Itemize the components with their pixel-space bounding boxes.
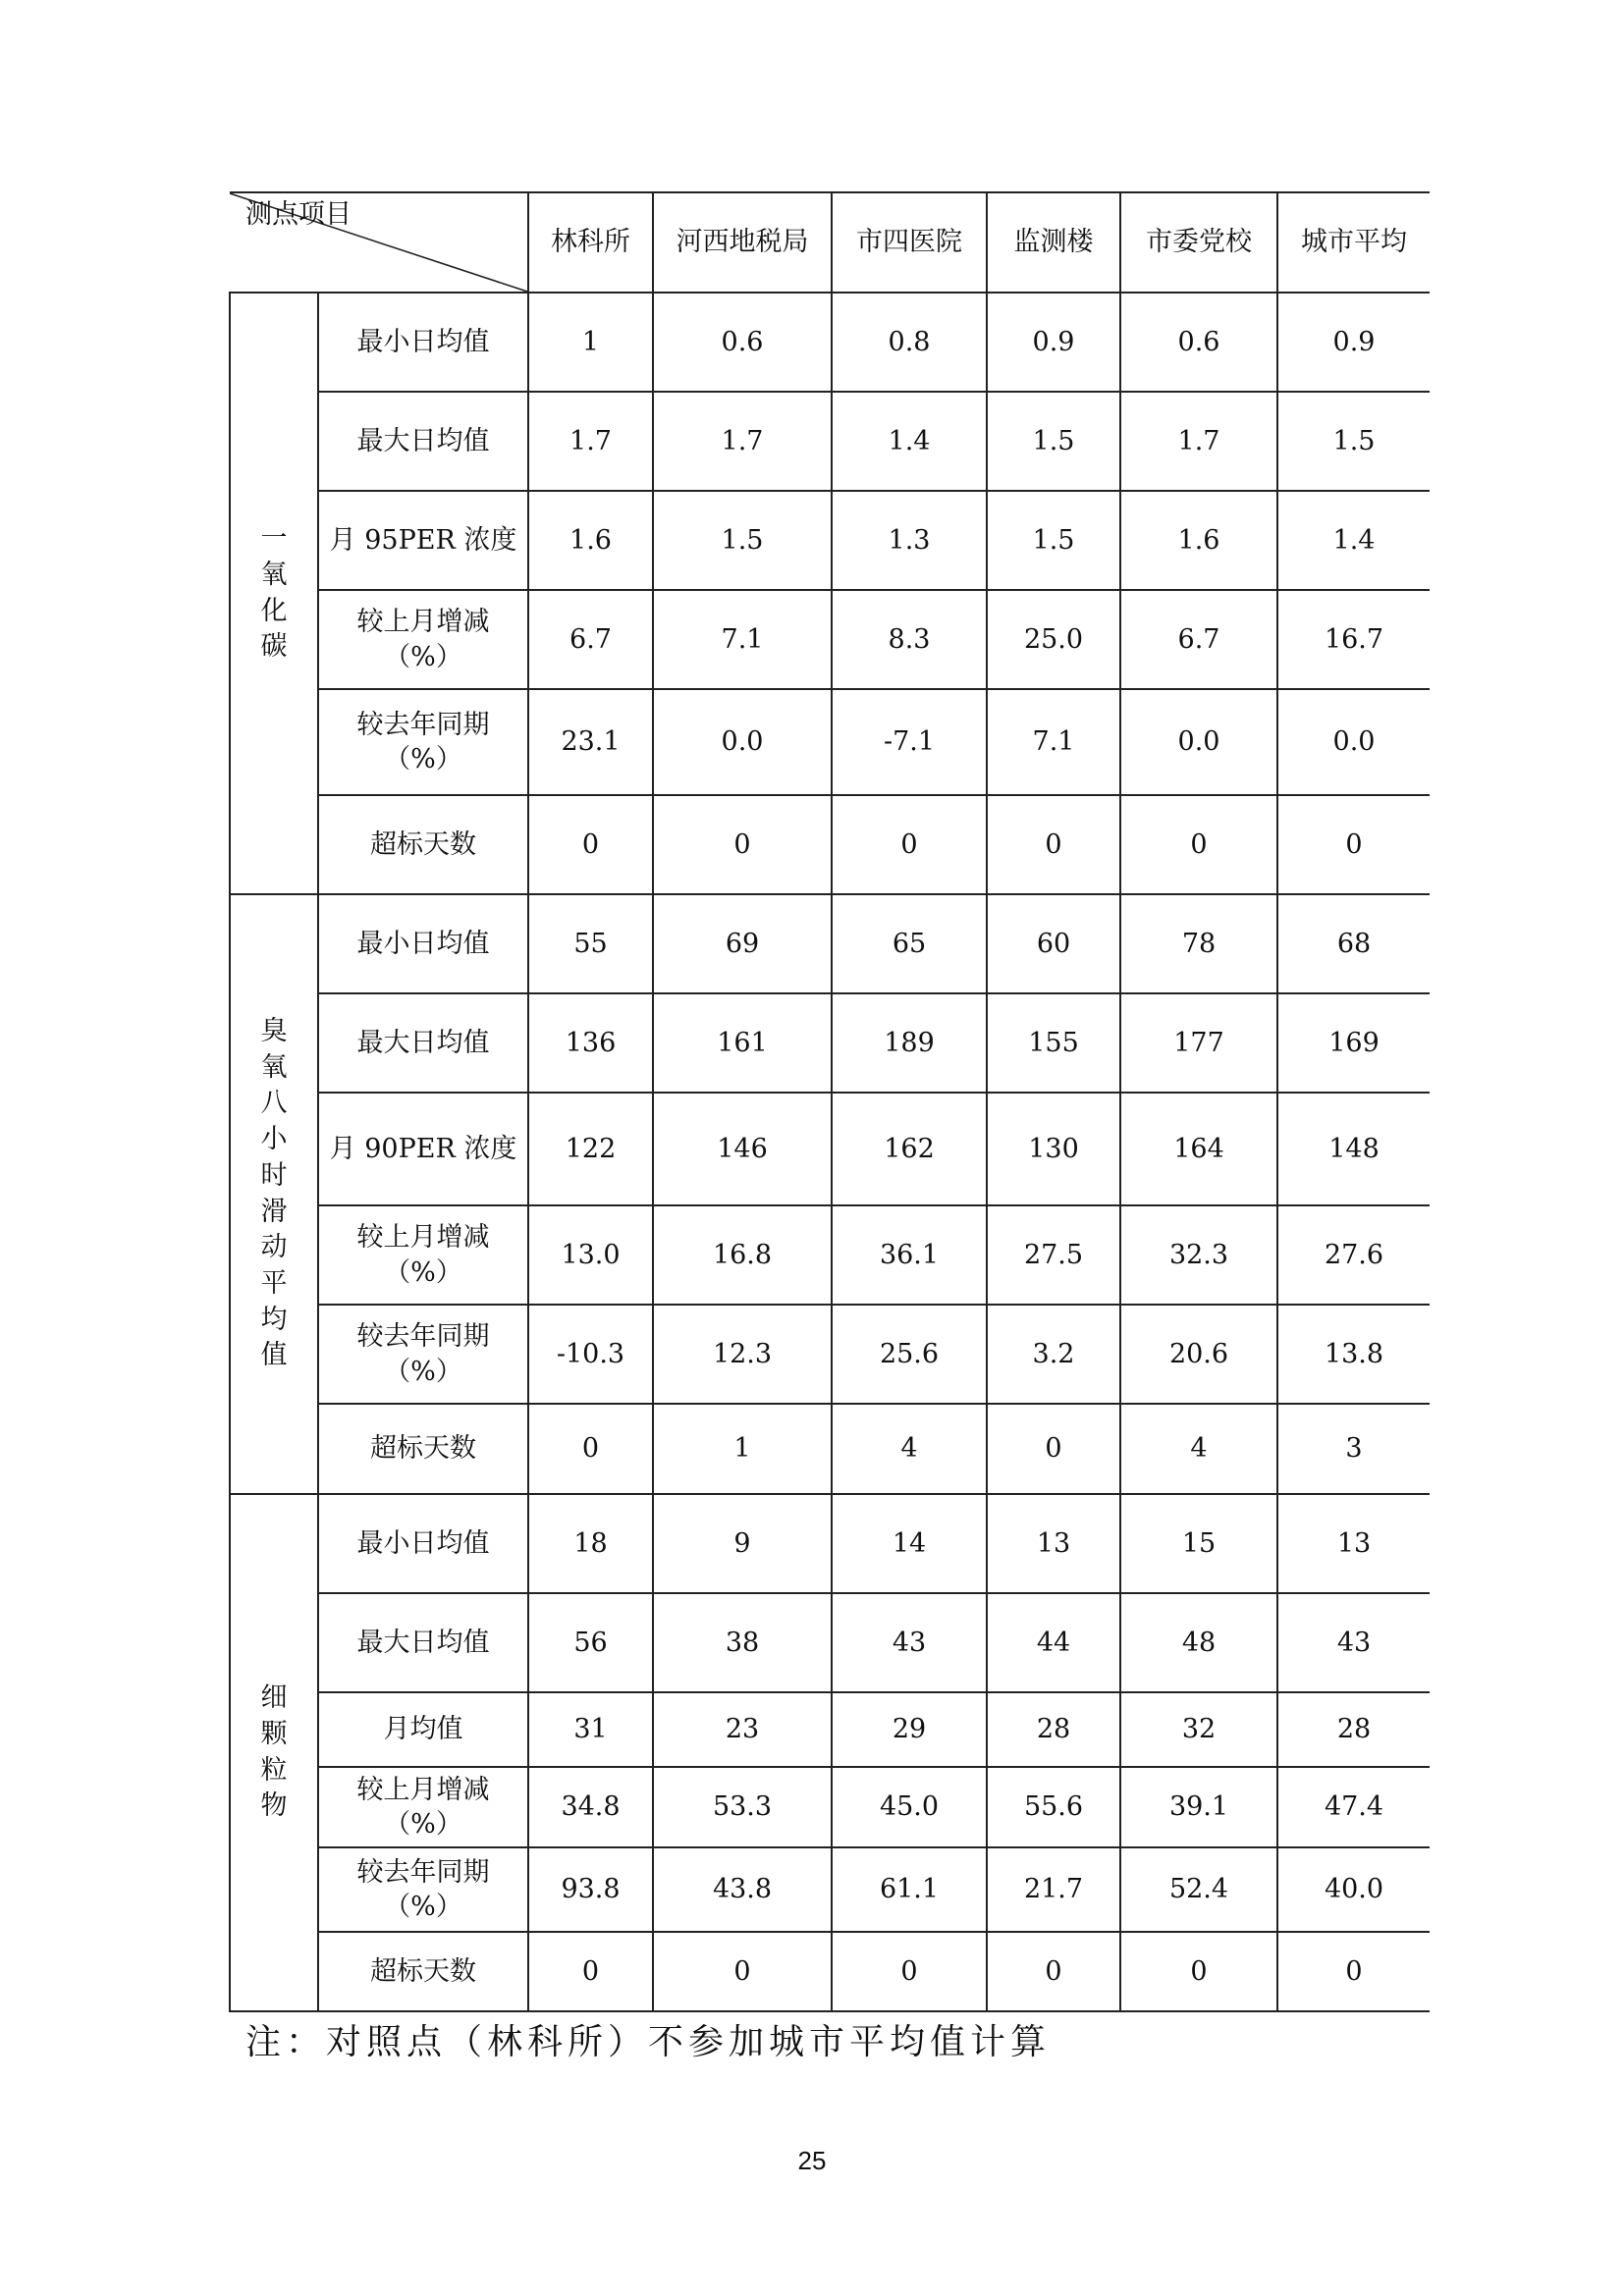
value-cell: 0.0 xyxy=(653,689,832,795)
value-cell: 1.5 xyxy=(1277,392,1430,491)
value-cell: 32.3 xyxy=(1120,1205,1277,1305)
metric-label-cell xyxy=(318,894,528,993)
group-cell xyxy=(230,293,318,894)
metric-label-cell xyxy=(318,689,528,795)
value-cell: 0.6 xyxy=(653,293,832,392)
value-cell: 32 xyxy=(1120,1692,1277,1767)
metric-label: 较上月增减 xyxy=(356,1774,490,1805)
metric-unit: （%） xyxy=(384,1256,462,1288)
value-cell: 0 xyxy=(653,1932,832,2011)
header-row xyxy=(230,192,1430,293)
value-cell: 55 xyxy=(528,894,653,993)
metric-label: 较上月增减 xyxy=(356,1222,490,1254)
value-cell: 0.9 xyxy=(1277,293,1430,392)
value-cell: 0 xyxy=(1277,795,1430,894)
table-row xyxy=(230,1404,1430,1494)
value-cell: 23.1 xyxy=(528,689,653,795)
group-label: 细颗粒物 xyxy=(260,1682,288,1822)
value-cell: 13.0 xyxy=(528,1205,653,1305)
value-cell: 162 xyxy=(832,1093,987,1205)
metric-label-cell xyxy=(318,1932,528,2011)
value-cell: 155 xyxy=(987,993,1120,1093)
value-cell: 1.5 xyxy=(987,491,1120,590)
metric-label-cell xyxy=(318,1847,528,1932)
value-cell: 3 xyxy=(1277,1404,1430,1494)
value-cell: 148 xyxy=(1277,1093,1430,1205)
value-cell: 1.7 xyxy=(528,392,653,491)
value-cell: 164 xyxy=(1120,1093,1277,1205)
column-header: 林科所 xyxy=(528,192,653,293)
table-row xyxy=(230,1093,1430,1205)
value-cell: 1.7 xyxy=(1120,392,1277,491)
metric-label: 最小日均值 xyxy=(356,928,490,959)
metric-unit: （%） xyxy=(384,1809,462,1840)
metric-label-cell xyxy=(318,1305,528,1404)
value-cell: 0 xyxy=(528,795,653,894)
value-cell: -10.3 xyxy=(528,1305,653,1404)
value-cell: 68 xyxy=(1277,894,1430,993)
value-cell: 44 xyxy=(987,1593,1120,1692)
value-cell: 13 xyxy=(987,1494,1120,1593)
table-row xyxy=(230,1767,1430,1847)
table-row xyxy=(230,293,1430,392)
value-cell: 0 xyxy=(528,1932,653,2011)
value-cell: 0 xyxy=(987,1932,1120,2011)
value-cell: 4 xyxy=(832,1404,987,1494)
value-cell: 0.0 xyxy=(1277,689,1430,795)
value-cell: 55.6 xyxy=(987,1767,1120,1847)
value-cell: 31 xyxy=(528,1692,653,1767)
group-label: 一氧化碳 xyxy=(260,523,288,663)
group-cell xyxy=(230,894,318,1494)
value-cell: 34.8 xyxy=(528,1767,653,1847)
value-cell: 1.3 xyxy=(832,491,987,590)
value-cell: 6.7 xyxy=(528,590,653,689)
value-cell: 0 xyxy=(653,795,832,894)
metric-label: 较去年同期 xyxy=(356,709,490,740)
value-cell: 27.5 xyxy=(987,1205,1120,1305)
metric-label: 超标天数 xyxy=(370,1955,476,1987)
value-cell: 27.6 xyxy=(1277,1205,1430,1305)
value-cell: 40.0 xyxy=(1277,1847,1430,1932)
data-table-container xyxy=(229,191,1429,2012)
value-cell: 60 xyxy=(987,894,1120,993)
value-cell: 13 xyxy=(1277,1494,1430,1593)
column-header: 河西地税局 xyxy=(653,192,832,293)
value-cell: 146 xyxy=(653,1093,832,1205)
column-header: 城市平均 xyxy=(1277,192,1430,293)
table-row xyxy=(230,491,1430,590)
value-cell: 28 xyxy=(987,1692,1120,1767)
metric-unit: （%） xyxy=(384,1892,462,1922)
table-row xyxy=(230,590,1430,689)
value-cell: -7.1 xyxy=(832,689,987,795)
value-cell: 0 xyxy=(832,1932,987,2011)
value-cell: 0 xyxy=(987,795,1120,894)
value-cell: 25.6 xyxy=(832,1305,987,1404)
value-cell: 23 xyxy=(653,1692,832,1767)
metric-label-cell xyxy=(318,1767,528,1847)
table-row xyxy=(230,795,1430,894)
page-number: 25 xyxy=(797,2146,827,2175)
metric-label: 月 90PER 浓度 xyxy=(329,1133,517,1164)
value-cell: 12.3 xyxy=(653,1305,832,1404)
value-cell: 169 xyxy=(1277,993,1430,1093)
value-cell: 43 xyxy=(832,1593,987,1692)
value-cell: 25.0 xyxy=(987,590,1120,689)
group-label: 臭氧八小时滑动平均值 xyxy=(260,1015,288,1371)
value-cell: 8.3 xyxy=(832,590,987,689)
table-row xyxy=(230,1205,1430,1305)
value-cell: 0.8 xyxy=(832,293,987,392)
value-cell: 1.7 xyxy=(653,392,832,491)
metric-label: 最小日均值 xyxy=(356,326,490,357)
table-row xyxy=(230,1692,1430,1767)
value-cell: 20.6 xyxy=(1120,1305,1277,1404)
column-header: 市四医院 xyxy=(832,192,987,293)
metric-label: 月 95PER 浓度 xyxy=(329,524,517,556)
value-cell: 61.1 xyxy=(832,1847,987,1932)
table-row xyxy=(230,1494,1430,1593)
value-cell: 1 xyxy=(653,1404,832,1494)
value-cell: 189 xyxy=(832,993,987,1093)
value-cell: 29 xyxy=(832,1692,987,1767)
value-cell: 39.1 xyxy=(1120,1767,1277,1847)
value-cell: 1.6 xyxy=(1120,491,1277,590)
value-cell: 36.1 xyxy=(832,1205,987,1305)
value-cell: 56 xyxy=(528,1593,653,1692)
metric-label: 超标天数 xyxy=(370,828,476,860)
value-cell: 122 xyxy=(528,1093,653,1205)
value-cell: 130 xyxy=(987,1093,1120,1205)
metric-label: 较上月增减 xyxy=(356,607,490,638)
value-cell: 0.9 xyxy=(987,293,1120,392)
value-cell: 7.1 xyxy=(653,590,832,689)
metric-label-cell xyxy=(318,392,528,491)
metric-label: 最大日均值 xyxy=(356,1627,490,1658)
value-cell: 93.8 xyxy=(528,1847,653,1932)
metric-label: 最小日均值 xyxy=(356,1527,490,1559)
metric-label: 最大日均值 xyxy=(356,1027,490,1058)
value-cell: 21.7 xyxy=(987,1847,1120,1932)
metric-label-cell xyxy=(318,993,528,1093)
value-cell: 78 xyxy=(1120,894,1277,993)
value-cell: 1 xyxy=(528,293,653,392)
value-cell: 16.7 xyxy=(1277,590,1430,689)
value-cell: 4 xyxy=(1120,1404,1277,1494)
value-cell: 65 xyxy=(832,894,987,993)
metric-label-cell xyxy=(318,1593,528,1692)
metric-label: 超标天数 xyxy=(370,1433,476,1465)
column-header: 监测楼 xyxy=(987,192,1120,293)
value-cell: 48 xyxy=(1120,1593,1277,1692)
value-cell: 47.4 xyxy=(1277,1767,1430,1847)
value-cell: 18 xyxy=(528,1494,653,1593)
value-cell: 43 xyxy=(1277,1593,1430,1692)
value-cell: 1.5 xyxy=(987,392,1120,491)
value-cell: 43.8 xyxy=(653,1847,832,1932)
corner-label: 测点项目 xyxy=(245,199,352,230)
value-cell: 9 xyxy=(653,1494,832,1593)
metric-label-cell xyxy=(318,491,528,590)
metric-label: 最大日均值 xyxy=(356,425,490,456)
table-row xyxy=(230,1305,1430,1404)
value-cell: 161 xyxy=(653,993,832,1093)
footnote: 注：对照点（林科所）不参加城市平均值计算 xyxy=(245,2022,1052,2062)
metric-label: 月均值 xyxy=(383,1714,463,1745)
metric-label-cell xyxy=(318,795,528,894)
table-row xyxy=(230,1847,1430,1932)
metric-label-cell xyxy=(318,1692,528,1767)
value-cell: 0 xyxy=(987,1404,1120,1494)
value-cell: 1.4 xyxy=(832,392,987,491)
table-row xyxy=(230,689,1430,795)
group-cell xyxy=(230,1494,318,2011)
metric-label: 较去年同期 xyxy=(356,1856,490,1888)
value-cell: 38 xyxy=(653,1593,832,1692)
value-cell: 69 xyxy=(653,894,832,993)
metric-label-cell xyxy=(318,1093,528,1205)
metric-label: 较去年同期 xyxy=(356,1321,490,1353)
value-cell: 0.0 xyxy=(1120,689,1277,795)
table-row xyxy=(230,1593,1430,1692)
value-cell: 0.6 xyxy=(1120,293,1277,392)
table-row xyxy=(230,392,1430,491)
value-cell: 16.8 xyxy=(653,1205,832,1305)
value-cell: 1.6 xyxy=(528,491,653,590)
metric-label-cell xyxy=(318,1494,528,1593)
table-row xyxy=(230,993,1430,1093)
metric-label-cell xyxy=(318,590,528,689)
value-cell: 0 xyxy=(832,795,987,894)
value-cell: 3.2 xyxy=(987,1305,1120,1404)
value-cell: 28 xyxy=(1277,1692,1430,1767)
value-cell: 177 xyxy=(1120,993,1277,1093)
value-cell: 52.4 xyxy=(1120,1847,1277,1932)
column-header: 市委党校 xyxy=(1120,192,1277,293)
value-cell: 13.8 xyxy=(1277,1305,1430,1404)
value-cell: 7.1 xyxy=(987,689,1120,795)
value-cell: 15 xyxy=(1120,1494,1277,1593)
value-cell: 0 xyxy=(528,1404,653,1494)
value-cell: 45.0 xyxy=(832,1767,987,1847)
value-cell: 0 xyxy=(1277,1932,1430,2011)
metric-label-cell xyxy=(318,1205,528,1305)
value-cell: 0 xyxy=(1120,1932,1277,2011)
value-cell: 53.3 xyxy=(653,1767,832,1847)
table-row xyxy=(230,1932,1430,2011)
table-row xyxy=(230,894,1430,993)
metric-label-cell xyxy=(318,1404,528,1494)
value-cell: 0 xyxy=(1120,795,1277,894)
value-cell: 1.4 xyxy=(1277,491,1430,590)
value-cell: 1.5 xyxy=(653,491,832,590)
air-quality-table xyxy=(229,191,1430,2012)
corner-header-cell xyxy=(230,192,528,293)
metric-unit: （%） xyxy=(384,641,462,672)
value-cell: 136 xyxy=(528,993,653,1093)
metric-unit: （%） xyxy=(384,744,462,774)
metric-unit: （%） xyxy=(384,1356,462,1387)
value-cell: 14 xyxy=(832,1494,987,1593)
value-cell: 6.7 xyxy=(1120,590,1277,689)
metric-label-cell xyxy=(318,293,528,392)
